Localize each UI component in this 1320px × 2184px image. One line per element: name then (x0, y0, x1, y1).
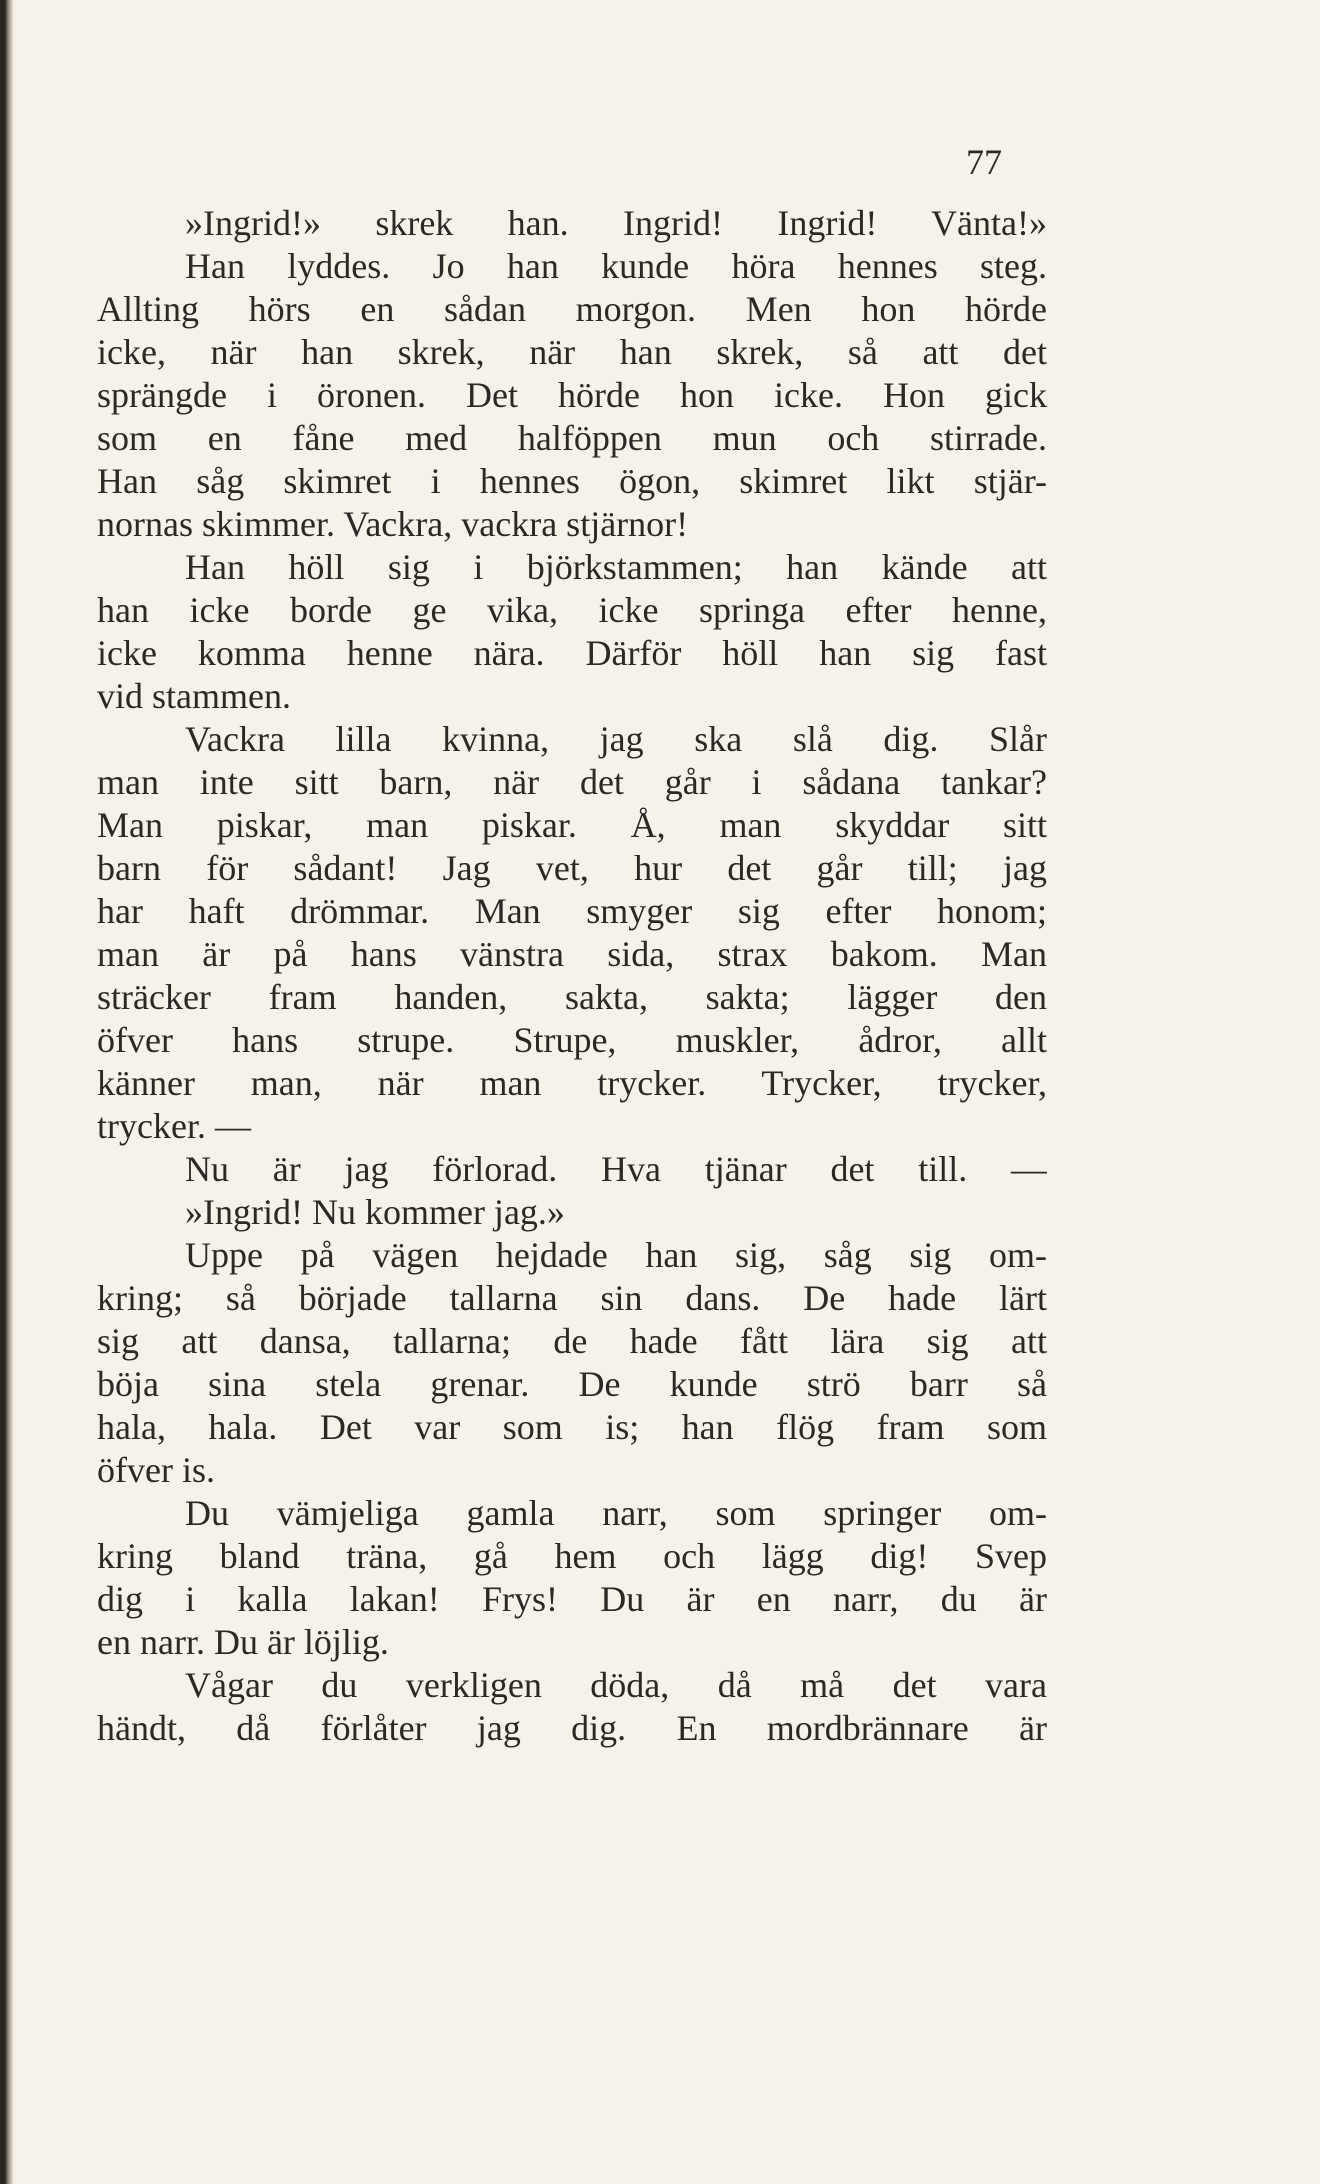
text-line: Vackra lilla kvinna, jag ska slå dig. Slår (185, 719, 1047, 759)
text-line: »Ingrid! Nu kommer jag.» (185, 1192, 565, 1232)
text-line: man inte sitt barn, när det går i sådana tankar? (97, 762, 1047, 802)
text-line: Han lyddes. Jo han kunde höra hennes steg. (185, 246, 1047, 286)
text-line: kring bland träna, gå hem och lägg dig! Svep (97, 1536, 1047, 1576)
text-line: vid stammen. (97, 676, 291, 716)
text-line: känner man, när man trycker. Trycker, trycker, (97, 1063, 1047, 1103)
page-number: 77 (966, 142, 1002, 182)
text-line: Nu är jag förlorad. Hva tjänar det till. — (185, 1149, 1047, 1189)
text-line: har haft drömmar. Man smyger sig efter honom; (97, 891, 1047, 931)
text-line: icke komma henne nära. Därför höll han sig fast (97, 633, 1047, 673)
text-line: man är på hans vänstra sida, strax bakom. Man (97, 934, 1047, 974)
text-line: icke, när han skrek, när han skrek, så att det (97, 332, 1047, 372)
text-line: sträcker fram handen, sakta, sakta; lägger den (97, 977, 1047, 1017)
text-line: hala, hala. Det var som is; han flög fram som (97, 1407, 1047, 1447)
text-line: sprängde i öronen. Det hörde hon icke. Hon gick (97, 375, 1047, 415)
text-line: Allting hörs en sådan morgon. Men hon hörde (97, 289, 1047, 329)
text-line: Vågar du verkligen döda, då må det vara (185, 1665, 1047, 1705)
text-line: Man piskar, man piskar. Å, man skyddar sitt (97, 805, 1047, 845)
text-line: han icke borde ge vika, icke springa efter henne, (97, 590, 1047, 630)
text-line: sig att dansa, tallarna; de hade fått lära sig att (97, 1321, 1047, 1361)
text-line: som en fåne med halföppen mun och stirrade. (97, 418, 1047, 458)
page-binding-edge (0, 0, 14, 2184)
text-line: händt, då förlåter jag dig. En mordbrännare är (97, 1708, 1047, 1748)
body-text (97, 202, 1047, 1750)
text-line: öfver is. (97, 1450, 215, 1490)
text-line: »Ingrid!» skrek han. Ingrid! Ingrid! Vänta!» (185, 203, 1047, 243)
text-line: Han höll sig i björkstammen; han kände att (185, 547, 1047, 587)
text-line: öfver hans strupe. Strupe, muskler, ådror, allt (97, 1020, 1047, 1060)
text-line: dig i kalla lakan! Frys! Du är en narr, du är (97, 1579, 1047, 1619)
text-line: barn för sådant! Jag vet, hur det går till; jag (97, 848, 1047, 888)
text-line: Uppe på vägen hejdade han sig, såg sig om- (185, 1235, 1047, 1275)
text-line: böja sina stela grenar. De kunde strö barr så (97, 1364, 1047, 1404)
text-line: en narr. Du är löjlig. (97, 1622, 389, 1662)
text-line: Han såg skimret i hennes ögon, skimret likt stjär- (97, 461, 1047, 501)
text-line: Du vämjeliga gamla narr, som springer om- (185, 1493, 1047, 1533)
text-line: kring; så började tallarna sin dans. De hade lärt (97, 1278, 1047, 1318)
text-line: trycker. — (97, 1106, 251, 1146)
text-line: nornas skimmer. Vackra, vackra stjärnor! (97, 504, 689, 544)
